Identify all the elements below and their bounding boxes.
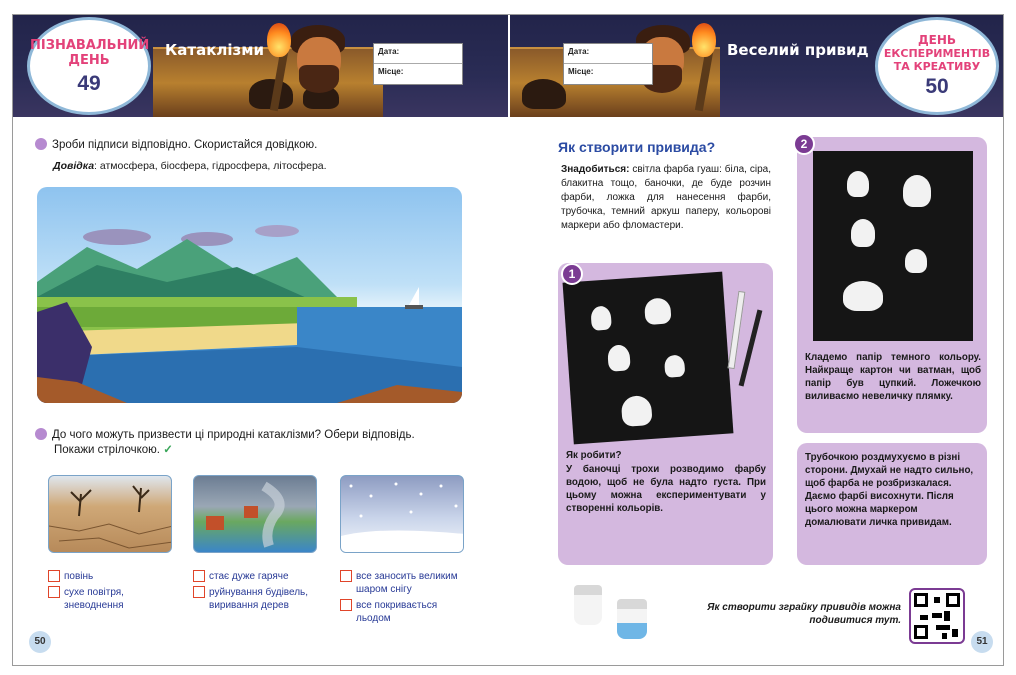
date-field[interactable]: Дата: bbox=[374, 44, 462, 64]
options-snow bbox=[340, 570, 466, 628]
badge-label: ДЕНЬ bbox=[68, 53, 110, 68]
badge-label: ТА КРЕАТИВУ bbox=[893, 60, 981, 73]
step-3-card bbox=[797, 443, 987, 565]
step-1-text: У баночці трохи розводимо фарбу водою, щоб не була надто густа. При цьому можна експериментувати у створенні кольорів. bbox=[566, 464, 766, 514]
needs-text: світла фарба гуаш: біла, сіра, блакитна тощо, баночки, де буде розчин фарби, ложка для нанесення фарби, трубочка, темний аркуш паперу, кольорові маркери або фломастери. bbox=[561, 164, 771, 231]
answer-checkbox[interactable] bbox=[48, 570, 60, 582]
marker-pen bbox=[739, 310, 763, 387]
place-field[interactable]: Місце: bbox=[378, 67, 404, 76]
day-badge-49 bbox=[27, 17, 151, 115]
option-label: все покривається льодом bbox=[356, 600, 438, 624]
materials-needed bbox=[561, 163, 771, 233]
badge-label: ПІЗНАВАЛЬНИЙ bbox=[30, 38, 150, 53]
left-section-title: Катаклізми bbox=[165, 41, 264, 59]
option-row[interactable] bbox=[340, 599, 466, 625]
paint-jar-blue bbox=[617, 599, 647, 639]
badge-label: ЕКСПЕРИМЕНТІВ bbox=[883, 47, 991, 60]
option-label: повінь bbox=[64, 571, 94, 582]
option-label: стає дуже гаряче bbox=[209, 571, 289, 582]
badge-number: 49 bbox=[77, 72, 101, 95]
answer-checkbox[interactable] bbox=[340, 599, 352, 611]
reference-label: Довідка bbox=[53, 160, 95, 172]
storm-picture bbox=[193, 475, 317, 553]
badge-number: 50 bbox=[925, 75, 949, 98]
step-2-text: Кладемо папір темного кольору. Найкраще картон чи ватман, щоб папір був цупкий. Ложечкою виливаємо невеличку плямку. bbox=[805, 352, 981, 402]
mammoth-figure bbox=[522, 79, 566, 109]
answer-checkbox[interactable] bbox=[193, 586, 205, 598]
option-row[interactable] bbox=[48, 570, 173, 583]
drought-picture bbox=[48, 475, 172, 553]
right-date-box bbox=[563, 43, 653, 85]
option-row[interactable] bbox=[193, 570, 328, 583]
badge-label: ДЕНЬ bbox=[917, 33, 957, 47]
right-section-title: Веселий привид bbox=[727, 41, 869, 59]
option-row[interactable] bbox=[340, 570, 466, 596]
page-number-left: 50 bbox=[29, 631, 51, 653]
answer-checkbox[interactable] bbox=[193, 570, 205, 582]
date-field[interactable]: Дата: bbox=[564, 44, 652, 64]
step-1-card bbox=[558, 263, 773, 565]
earth-spheres-illustration bbox=[37, 187, 462, 403]
answer-checkbox[interactable] bbox=[340, 570, 352, 582]
step-3-text: Трубочкою роздмухуємо в різні сторони. Дмухай не надто сильно, щоб фарба не розбризкалася. Даємо фарбі висохнути. Після цього можна маркером домалювати личка привидам. bbox=[805, 452, 974, 528]
task-1-text: Зроби підписи відповідно. Скористайся довідкою. bbox=[52, 139, 318, 151]
task-2-line1: До чого можуть призвести ці природні катаклізми? Обери відповідь. bbox=[52, 429, 415, 441]
step-1-number: 1 bbox=[561, 263, 583, 285]
option-label: сухе повітря, зневоднення bbox=[64, 587, 124, 611]
step-2-photo bbox=[813, 151, 973, 341]
step-2-number: 2 bbox=[793, 133, 815, 155]
step-1-photo bbox=[563, 272, 734, 445]
option-label: руйнування будівель, виривання дерев bbox=[209, 587, 309, 611]
bullet-icon bbox=[35, 428, 47, 440]
step-1-heading: Як робити? bbox=[566, 450, 622, 461]
left-date-box bbox=[373, 43, 463, 85]
task-1 bbox=[35, 137, 317, 153]
options-drought bbox=[48, 570, 173, 615]
task-2-line2: Покажи стрілочкою. bbox=[54, 444, 160, 456]
qr-code[interactable] bbox=[909, 588, 965, 644]
reference-text: : атмосфера, біосфера, гідросфера, літосфера. bbox=[94, 160, 327, 172]
reference-line bbox=[53, 160, 327, 172]
book-spread bbox=[12, 14, 1004, 666]
bullet-icon bbox=[35, 138, 47, 150]
checkmark-icon: ✓ bbox=[163, 444, 173, 456]
option-row[interactable] bbox=[48, 586, 173, 612]
caveman-illustration bbox=[257, 21, 347, 115]
task-2 bbox=[35, 427, 415, 443]
options-storm bbox=[193, 570, 328, 615]
option-label: все заносить великим шаром снігу bbox=[356, 571, 458, 595]
place-field[interactable]: Місце: bbox=[568, 67, 594, 76]
paint-jar-white bbox=[574, 585, 602, 625]
qr-note: Як створити зграйку привидів можна подивитися тут. bbox=[707, 602, 901, 626]
day-badge-50 bbox=[875, 17, 999, 115]
option-row[interactable] bbox=[193, 586, 328, 612]
task-2-line2-wrap bbox=[54, 442, 173, 458]
answer-checkbox[interactable] bbox=[48, 586, 60, 598]
ghost-title: Як створити привида? bbox=[558, 139, 716, 155]
snowstorm-picture bbox=[340, 475, 464, 553]
step-2-card bbox=[797, 137, 987, 433]
needs-label: Знадобиться: bbox=[561, 164, 630, 175]
marker-pen bbox=[728, 291, 746, 369]
page-number-right: 51 bbox=[971, 631, 993, 653]
